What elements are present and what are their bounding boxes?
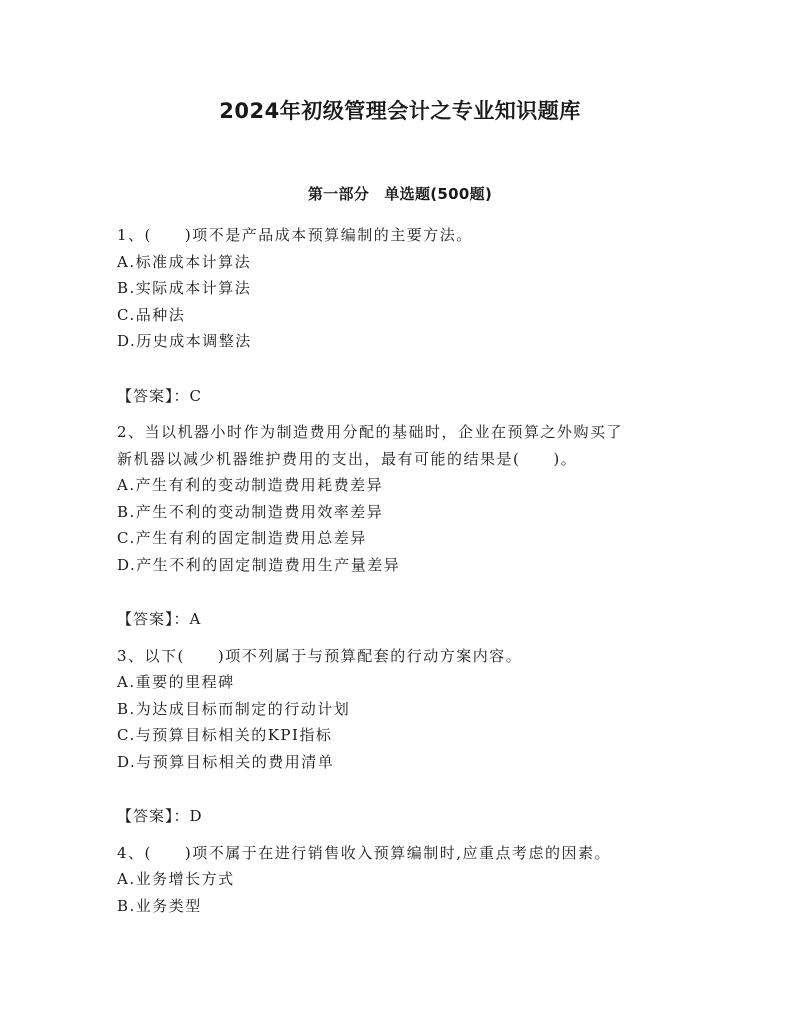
option-b: B.业务类型 bbox=[117, 896, 202, 915]
question-stem: 1、( )项不是产品成本预算编制的主要方法。 bbox=[117, 226, 473, 244]
question-4 bbox=[117, 840, 687, 920]
question-3 bbox=[117, 643, 687, 830]
option-c: C.产生有利的固定制造费用总差异 bbox=[117, 529, 367, 547]
option-d: D.产生不利的固定制造费用生产量差异 bbox=[117, 555, 401, 574]
option-b: B.实际成本计算法 bbox=[117, 279, 252, 297]
option-a: A.产生有利的变动制造费用耗费差异 bbox=[117, 476, 384, 494]
option-d: D.与预算目标相关的费用清单 bbox=[117, 752, 335, 771]
question-stem: 4、( )项不属于在进行销售收入预算编制时,应重点考虑的因素。 bbox=[117, 843, 612, 862]
answer: 【答案】：A bbox=[117, 610, 202, 628]
option-c: C.与预算目标相关的KPI指标 bbox=[117, 726, 333, 744]
option-b: B.为达成目标而制定的行动计划 bbox=[117, 699, 351, 718]
question-1 bbox=[117, 222, 687, 409]
option-d: D.历史成本调整法 bbox=[117, 332, 252, 350]
option-c: C.品种法 bbox=[117, 305, 186, 324]
option-a: A.重要的里程碑 bbox=[117, 673, 235, 691]
option-a: A.业务增长方式 bbox=[117, 870, 235, 888]
section-title: 第一部分 单选题(500题) bbox=[307, 185, 493, 203]
question-stem: 2、当以机器小时作为制造费用分配的基础时，企业在预算之外购买了 bbox=[117, 423, 624, 441]
answer: 【答案】：D bbox=[117, 807, 203, 825]
question-stem: 3、以下( )项不列属于与预算配套的行动方案内容。 bbox=[117, 646, 523, 665]
question-stem-continued: 新机器以减少机器维护费用的支出，最有可能的结果是( )。 bbox=[117, 449, 578, 468]
question-list bbox=[117, 222, 687, 921]
answer: 【答案】：C bbox=[117, 386, 202, 405]
document-title: 2024年初级管理会计之专业知识题库 bbox=[219, 99, 581, 123]
option-a: A.标准成本计算法 bbox=[117, 252, 252, 271]
option-b: B.产生不利的变动制造费用效率差异 bbox=[117, 502, 384, 521]
question-2 bbox=[117, 419, 687, 633]
